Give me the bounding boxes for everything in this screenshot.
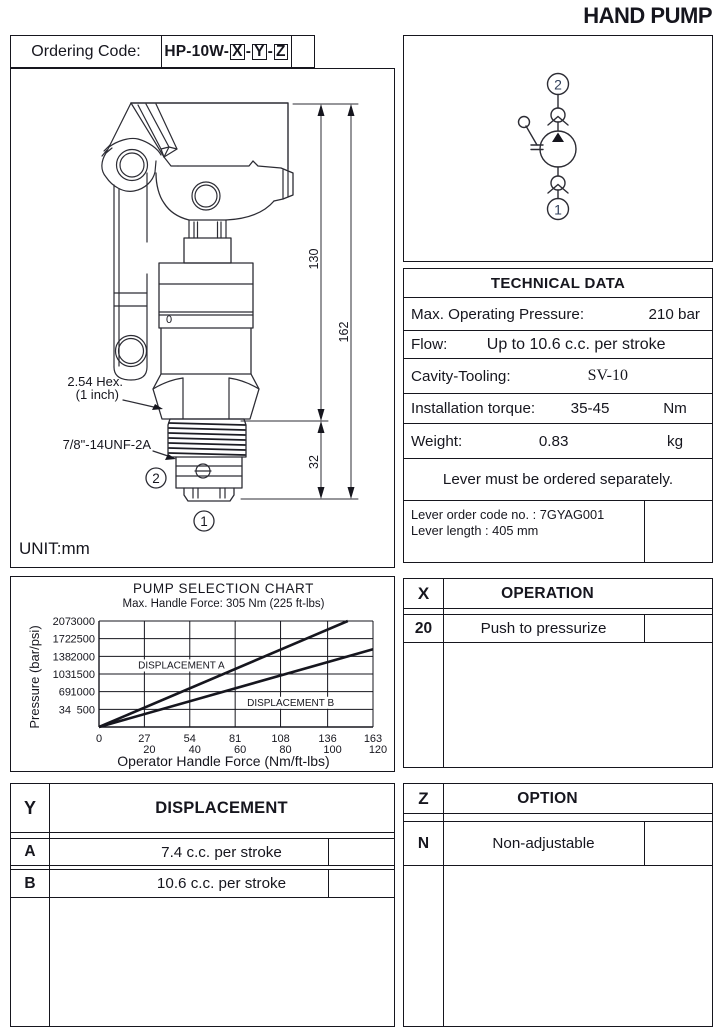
tech-label-torque: Installation torque:: [411, 400, 536, 417]
drawing-zero-mark: 0: [166, 314, 173, 326]
displacement-row-a-code: A: [24, 843, 36, 860]
operation-row-desc: Push to pressurize: [480, 620, 607, 637]
svg-text:2000: 2000: [70, 651, 95, 664]
dim-32-arrow-top: [318, 421, 325, 433]
unit-label: UNIT:mm: [19, 539, 90, 558]
tech-value-flow: Up to 10.6 c.c. per stroke: [486, 335, 666, 353]
tech-unit-torque: Nm: [663, 400, 687, 417]
tech-lever-note-text: Lever must be ordered separately.: [442, 471, 674, 488]
displacement-row-a-divider: [328, 839, 329, 865]
tech-lever-divider: [644, 501, 645, 562]
dim-130-arrow-bottom: [318, 409, 325, 421]
hex-callout-line1: 2.54 Hex.: [67, 374, 123, 389]
operation-title: OPERATION: [501, 584, 594, 602]
displacement-row-a-desc: 7.4 c.c. per stroke: [161, 843, 282, 861]
operation-row-20: [404, 614, 712, 643]
hydraulic-symbol-box: [403, 35, 713, 262]
svg-text:81: 81: [229, 733, 242, 745]
svg-text:80: 80: [279, 744, 292, 756]
svg-text:34: 34: [58, 704, 71, 717]
option-row-desc: Non-adjustable: [492, 835, 595, 852]
svg-text:163: 163: [363, 733, 383, 745]
tech-label-pressure: Max. Operating Pressure:: [411, 305, 585, 323]
hydraulic-symbol: [404, 36, 711, 260]
dim-32-label: 32: [307, 455, 321, 469]
svg-text:20: 20: [143, 744, 156, 756]
dim-130-label: 130: [307, 248, 321, 270]
tech-row-pressure: [404, 298, 712, 331]
svg-text:100: 100: [323, 744, 342, 756]
svg-text:1000: 1000: [70, 686, 95, 699]
tech-row-torque: [404, 394, 712, 424]
chart-x-axis-label: Operator Handle Force (Nm/ft-lbs): [117, 753, 330, 769]
option-row-divider: [644, 822, 645, 865]
option-row-code: N: [417, 834, 430, 852]
tech-label-weight: Weight:: [411, 432, 463, 450]
option-col-letter: Z: [418, 788, 429, 808]
svg-text:138: 138: [52, 651, 71, 664]
ordering-code-box: [10, 35, 315, 68]
hex-callout-line2: (1 inch): [75, 387, 119, 402]
dimension-drawing-box: [10, 68, 395, 568]
code-dash1: -: [245, 42, 252, 60]
thread-callout: 7/8"-14UNF-2A: [62, 437, 151, 452]
chart-subtitle: Max. Handle Force: 305 Nm (225 ft-lbs): [122, 598, 325, 610]
tech-row-weight: [404, 424, 712, 459]
ordering-code-y: Y: [254, 42, 265, 60]
operation-col-letter: X: [417, 583, 430, 603]
svg-text:3000: 3000: [70, 616, 95, 628]
svg-text:DISPLACEMENT B: DISPLACEMENT B: [247, 697, 335, 709]
svg-text:2500: 2500: [70, 633, 95, 646]
ordering-code-prefix: HP-10W-: [164, 42, 230, 60]
tech-row-flow: [404, 331, 712, 359]
tech-label-flow: Flow:: [411, 336, 448, 353]
ordering-code-x: X: [232, 42, 243, 60]
displacement-row-b-code: B: [24, 874, 36, 892]
ordering-code-label: Ordering Code:: [31, 42, 141, 60]
operation-header: [404, 579, 712, 609]
page-title: HAND PUMP: [583, 3, 712, 28]
operation-row-code: 20: [414, 619, 433, 637]
displacement-table: [10, 783, 395, 1027]
displacement-row-b-divider: [328, 870, 329, 897]
svg-text:DISPLACEMENT A: DISPLACEMENT A: [138, 660, 225, 672]
dim-162-arrow-top: [348, 104, 355, 116]
ordering-code-value: [161, 36, 291, 67]
drawing-port-2-label: 2: [152, 471, 160, 486]
svg-text:60: 60: [234, 744, 247, 756]
dim-162-label: 162: [337, 321, 351, 343]
chart-y-axis-label: Pressure (bar/psi): [27, 625, 42, 729]
svg-text:27: 27: [138, 733, 151, 745]
displacement-title: DISPLACEMENT: [155, 798, 288, 817]
svg-text:172: 172: [52, 633, 71, 646]
tech-lever-code: Lever order code no. : 7GYAG001: [411, 507, 605, 522]
code-dash2: -: [267, 42, 273, 60]
svg-text:120: 120: [368, 744, 388, 756]
operation-table: [403, 578, 713, 768]
svg-text:136: 136: [318, 733, 337, 745]
svg-text:54: 54: [183, 733, 196, 745]
pump-dimension-drawing: [11, 69, 393, 566]
tech-lever-length: Lever length : 405 mm: [411, 522, 539, 538]
ordering-code-z: Z: [276, 42, 286, 60]
ordering-code-empty-cell: [291, 36, 314, 67]
dim-32-arrow-bottom: [318, 487, 325, 499]
tech-lever-note: [404, 459, 712, 501]
option-table: [403, 783, 713, 1027]
svg-text:500: 500: [76, 704, 95, 717]
dim-162-arrow-bottom: [348, 487, 355, 499]
displacement-row-b: [11, 869, 394, 898]
svg-text:103: 103: [52, 669, 71, 681]
tech-lever-info: [404, 501, 712, 562]
svg-text:207: 207: [52, 616, 71, 628]
pump-flow-triangle: [552, 133, 564, 143]
tech-unit-weight: kg: [666, 432, 684, 450]
svg-text:69: 69: [58, 686, 71, 699]
tech-value-cavity: SV-10: [587, 367, 628, 384]
option-row-n: [404, 821, 712, 866]
tech-row-cavity: [404, 359, 712, 394]
tech-value-weight: 0.83: [538, 432, 569, 450]
option-header: [404, 784, 712, 814]
option-title: OPTION: [517, 789, 578, 807]
chart-title: PUMP SELECTION CHART: [132, 581, 315, 596]
symbol-port-2-label: 2: [554, 76, 562, 93]
displacement-row-b-desc: 10.6 c.c. per stroke: [156, 875, 287, 892]
svg-text:108: 108: [271, 733, 290, 745]
tech-value-torque: 35-45: [570, 400, 610, 417]
displacement-row-a: [11, 838, 394, 866]
svg-text:1500: 1500: [70, 669, 95, 681]
svg-text:0: 0: [95, 733, 103, 745]
symbol-port-1-label: 1: [554, 201, 562, 218]
pump-selection-chart: [10, 576, 395, 772]
svg-text:40: 40: [188, 744, 201, 756]
dim-130-arrow-top: [318, 104, 325, 116]
tech-value-pressure: 210 bar: [648, 305, 700, 323]
tech-label-cavity: Cavity-Tooling:: [411, 367, 511, 385]
displacement-header: [11, 784, 394, 833]
technical-data-table: [403, 268, 713, 563]
drawing-port-1-label: 1: [200, 514, 208, 529]
technical-data-title: TECHNICAL DATA: [404, 269, 712, 298]
displacement-col-letter: Y: [23, 797, 36, 818]
operation-row-divider: [644, 615, 645, 642]
